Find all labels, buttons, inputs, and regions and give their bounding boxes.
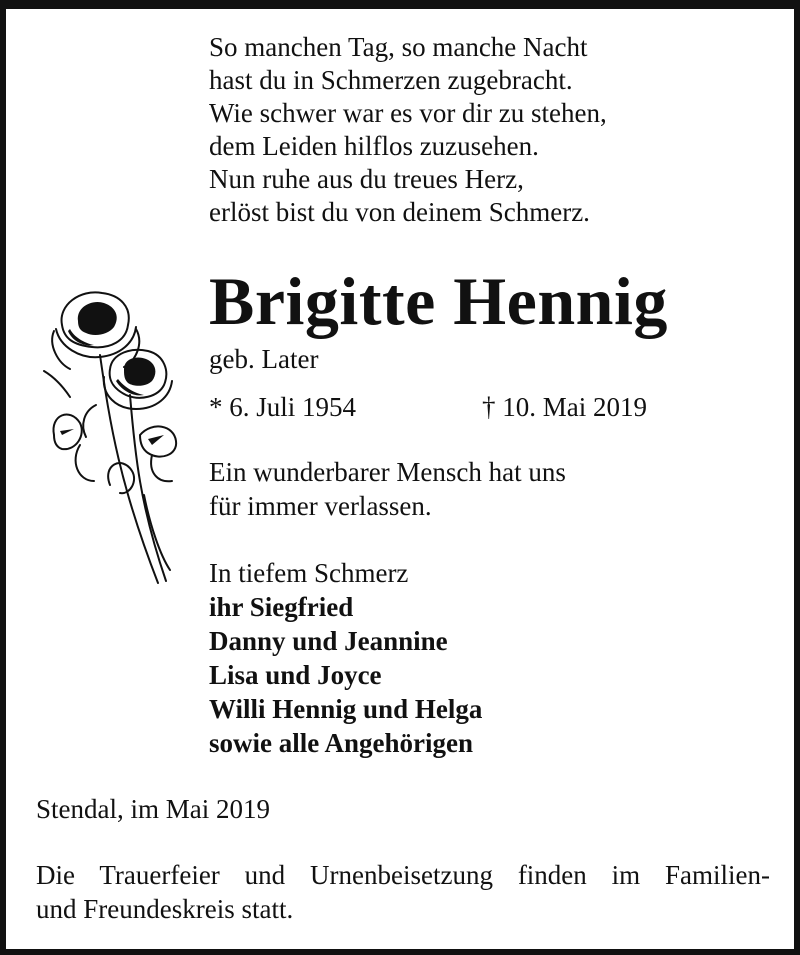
mourner-name: Willi Hennig und Helga <box>209 694 483 724</box>
poem-line: hast du in Schmerzen zugebracht. <box>209 65 573 95</box>
poem-line: Wie schwer war es vor dir zu stehen, <box>209 98 607 128</box>
mourner-name: Danny und Jeannine <box>209 626 448 656</box>
poem-line: erlöst bist du von deinem Schmerz. <box>209 197 590 227</box>
funeral-notice-line: Die Trauerfeier und Urnenbeisetzung finden im Familien- <box>36 860 770 890</box>
deceased-name: Brigitte Hennig <box>209 263 668 339</box>
tribute-line: Ein wunderbarer Mensch hat uns <box>209 457 566 487</box>
poem <box>209 31 607 229</box>
tribute-line: für immer verlassen. <box>209 491 432 521</box>
mourner-name: ihr Siegfried <box>209 592 354 622</box>
maiden-name: geb. Later <box>209 344 319 374</box>
tribute <box>209 455 566 523</box>
poem-line: Nun ruhe aus du treues Herz, <box>209 164 524 194</box>
poem-line: So manchen Tag, so manche Nacht <box>209 32 588 62</box>
place-date: Stendal, im Mai 2019 <box>36 794 270 824</box>
birth-date: * 6. Juli 1954 <box>209 392 357 422</box>
funeral-notice <box>36 858 770 926</box>
roses-icon <box>40 285 190 591</box>
death-date: † 10. Mai 2019 <box>482 392 647 422</box>
mourner-name: sowie alle Angehörigen <box>209 728 473 758</box>
poem-line: dem Leiden hilflos zuzusehen. <box>209 131 539 161</box>
mourners <box>209 556 482 760</box>
funeral-notice-line: und Freundeskreis statt. <box>36 894 294 924</box>
mourners-intro: In tiefem Schmerz <box>209 558 409 588</box>
mourner-name: Lisa und Joyce <box>209 660 382 690</box>
